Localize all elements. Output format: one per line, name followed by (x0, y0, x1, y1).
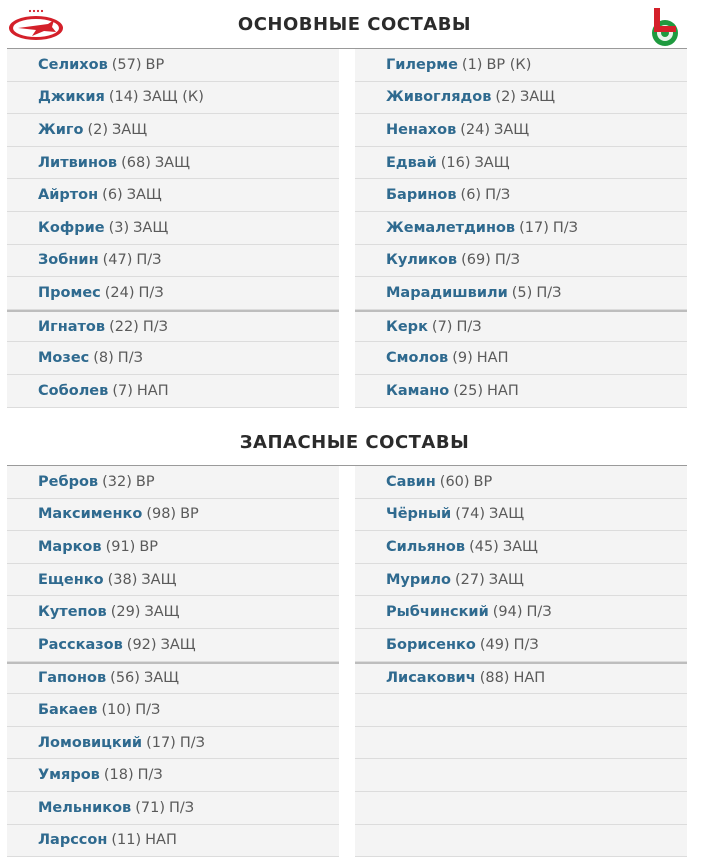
player-name[interactable]: Сильянов (386, 538, 466, 555)
player-number: (8) (93, 350, 114, 367)
player-row[interactable] (7, 727, 339, 760)
player-position: П/З (138, 284, 164, 301)
player-row[interactable] (7, 596, 339, 629)
player-position: ЗАЩ (502, 538, 538, 555)
player-position: ВР (135, 473, 155, 490)
player-name[interactable]: Джикия (38, 89, 105, 106)
player-name[interactable]: Лисакович (386, 670, 476, 687)
player-name[interactable]: Чёрный (386, 506, 452, 523)
player-row[interactable] (7, 342, 339, 375)
player-name[interactable]: Кофрие (38, 219, 105, 236)
empty-row (355, 792, 687, 825)
player-number: (32) (102, 473, 132, 490)
player-name[interactable]: Ларссон (38, 832, 108, 849)
substitutes-title: ЗАПАСНЫЕ СОСТАВЫ (239, 432, 470, 453)
player-position: ЗАЩ (112, 121, 148, 138)
player-name[interactable]: Мельников (38, 799, 132, 816)
player-position: ЗАЩ (519, 89, 556, 106)
player-position: П/З (179, 734, 205, 751)
player-name[interactable]: Ребров (38, 473, 99, 490)
player-number: (45) (469, 538, 499, 555)
player-row[interactable] (355, 245, 687, 278)
player-position: П/З (552, 219, 578, 236)
player-number: (25) (453, 382, 484, 399)
player-row[interactable] (7, 212, 339, 245)
player-row[interactable] (7, 564, 339, 597)
player-row[interactable] (7, 277, 339, 310)
player-position: П/З (136, 252, 162, 269)
player-name[interactable]: Марков (38, 538, 102, 555)
player-position: ЗАЩ (144, 604, 180, 621)
player-name[interactable]: Смолов (386, 350, 449, 367)
player-row[interactable] (355, 499, 687, 532)
player-position: ЗАЩ (488, 571, 524, 588)
player-number: (9) (452, 350, 473, 367)
player-row[interactable] (7, 179, 339, 212)
player-position: ЗАЩ (141, 571, 177, 588)
player-number: (24) (104, 284, 135, 301)
player-position: П/З (485, 187, 511, 204)
player-position: П/З (117, 350, 143, 367)
player-position: П/З (137, 767, 163, 784)
player-position: П/З (142, 318, 168, 335)
player-name[interactable]: Ломовицкий (38, 734, 143, 751)
player-name[interactable]: Максименко (38, 506, 143, 523)
player-name[interactable]: Рыбчинский (386, 604, 489, 621)
player-number: (6) (460, 187, 482, 204)
player-number: (94) (492, 604, 523, 621)
player-position: ВР (145, 56, 165, 73)
player-row[interactable] (7, 375, 339, 408)
player-position: П/З (513, 636, 539, 653)
player-position: ЗАЩ (489, 506, 525, 523)
player-name[interactable]: Селихов (38, 56, 108, 73)
player-name[interactable]: Керк (386, 318, 428, 335)
substitutes-left-team-list (7, 466, 339, 857)
player-position: НАП (476, 350, 509, 367)
player-position: ЗАЩ (133, 219, 169, 236)
starting-lineups-title: ОСНОВНЫЕ СОСТАВЫ (237, 14, 472, 35)
player-position: ЗАЩ (474, 154, 510, 171)
player-name[interactable]: Литвинов (38, 154, 118, 171)
player-number: (17) (146, 734, 176, 751)
player-number: (2) (495, 89, 516, 106)
player-number: (22) (109, 318, 139, 335)
player-row[interactable] (7, 629, 339, 662)
player-name[interactable]: Ненахов (386, 121, 457, 138)
player-row[interactable] (355, 375, 687, 408)
player-row[interactable] (7, 114, 339, 147)
player-position: П/З (494, 252, 520, 269)
player-number: (16) (440, 154, 471, 171)
player-row[interactable] (7, 792, 339, 825)
player-row[interactable] (355, 466, 687, 499)
player-name[interactable]: Кутепов (38, 604, 107, 621)
player-number: (27) (455, 571, 485, 588)
player-row[interactable] (7, 310, 339, 343)
player-row[interactable] (7, 49, 339, 82)
player-row[interactable] (7, 759, 339, 792)
player-number: (14) (108, 89, 139, 106)
player-row[interactable] (355, 82, 687, 115)
player-row[interactable] (7, 694, 339, 727)
player-name[interactable]: Жиго (38, 121, 84, 138)
player-row[interactable] (7, 466, 339, 499)
player-name[interactable]: Куликов (386, 252, 458, 269)
player-position: ЗАЩ (160, 636, 196, 653)
player-row[interactable] (355, 310, 687, 343)
player-number: (91) (105, 538, 136, 555)
player-position: ЗАЩ (154, 154, 190, 171)
player-position: ВР (139, 538, 159, 555)
player-row[interactable] (7, 825, 339, 858)
player-number: (6) (102, 187, 123, 204)
player-name[interactable]: Живоглядов (386, 89, 492, 106)
player-name[interactable]: Игнатов (38, 318, 106, 335)
player-name[interactable]: Рассказов (38, 636, 123, 653)
player-number: (38) (107, 571, 138, 588)
player-row[interactable] (355, 531, 687, 564)
player-position: НАП (513, 670, 546, 687)
player-position: ЗАЩ (К) (142, 89, 204, 106)
player-number: (7) (112, 382, 133, 399)
player-name[interactable]: Мозес (38, 350, 90, 367)
player-row[interactable] (355, 596, 687, 629)
player-number: (24) (460, 121, 491, 138)
empty-row (355, 759, 687, 792)
player-name[interactable]: Гилерме (386, 56, 458, 73)
player-number: (92) (126, 636, 157, 653)
player-row[interactable] (7, 499, 339, 532)
player-name[interactable]: Гапонов (38, 670, 107, 687)
player-number: (2) (87, 121, 108, 138)
empty-row (355, 694, 687, 727)
starting-right-team-list (355, 49, 687, 408)
empty-row (355, 727, 687, 760)
player-number: (29) (110, 604, 141, 621)
substitutes-right-team-list (355, 466, 687, 857)
player-name[interactable]: Соболев (38, 382, 109, 399)
player-position: НАП (487, 382, 519, 399)
player-row[interactable] (355, 212, 687, 245)
player-position: ВР (180, 506, 199, 523)
player-name[interactable]: Баринов (386, 187, 457, 204)
player-number: (74) (455, 506, 485, 523)
player-name[interactable]: Едвай (386, 154, 437, 171)
player-row[interactable] (355, 342, 687, 375)
player-row[interactable] (355, 662, 687, 695)
player-position: ВР (К) (486, 56, 532, 73)
player-name[interactable]: Ещенко (38, 571, 104, 588)
player-row[interactable] (7, 82, 339, 115)
player-number: (10) (101, 701, 132, 718)
player-name[interactable]: Умяров (38, 767, 100, 784)
player-name[interactable]: Камано (386, 382, 450, 399)
player-row[interactable] (7, 245, 339, 278)
player-number: (3) (108, 219, 130, 236)
player-name[interactable]: Савин (386, 473, 436, 490)
player-number: (71) (135, 799, 165, 816)
player-position: П/З (536, 284, 562, 301)
player-row[interactable] (355, 179, 687, 212)
player-position: ЗАЩ (143, 670, 180, 687)
player-name[interactable]: Зобнин (38, 252, 99, 269)
player-position: П/З (526, 604, 552, 621)
player-position: ЗАЩ (126, 187, 162, 204)
player-number: (57) (111, 56, 142, 73)
player-position: П/З (135, 701, 161, 718)
player-position: ВР (473, 473, 493, 490)
empty-row (355, 825, 687, 858)
player-number: (18) (103, 767, 134, 784)
player-row[interactable] (355, 277, 687, 310)
player-name[interactable]: Промес (38, 284, 101, 301)
player-row[interactable] (355, 564, 687, 597)
player-row[interactable] (355, 49, 687, 82)
player-row[interactable] (7, 531, 339, 564)
player-number: (7) (431, 318, 453, 335)
player-name[interactable]: Бакаев (38, 701, 98, 718)
player-name[interactable]: Мурило (386, 571, 452, 588)
player-position: ЗАЩ (494, 121, 530, 138)
player-number: (1) (461, 56, 483, 73)
player-number: (98) (146, 506, 177, 523)
player-number: (47) (102, 252, 133, 269)
player-number: (60) (439, 473, 470, 490)
player-name[interactable]: Айртон (38, 187, 99, 204)
player-number: (5) (511, 284, 533, 301)
player-name[interactable]: Марадишвили (386, 284, 508, 301)
player-number: (17) (519, 219, 549, 236)
player-row[interactable] (355, 147, 687, 180)
player-name[interactable]: Жемалетдинов (386, 219, 516, 236)
player-name[interactable]: Борисенко (386, 636, 476, 653)
player-position: П/З (168, 799, 195, 816)
player-row[interactable] (7, 662, 339, 695)
player-number: (68) (121, 154, 151, 171)
player-number: (11) (111, 832, 142, 849)
player-number: (49) (479, 636, 510, 653)
player-position: П/З (456, 318, 482, 335)
player-position: НАП (145, 832, 177, 849)
player-row[interactable] (355, 629, 687, 662)
player-position: НАП (136, 382, 169, 399)
player-number: (56) (110, 670, 140, 687)
player-row[interactable] (7, 147, 339, 180)
player-number: (88) (479, 670, 510, 687)
player-row[interactable] (355, 114, 687, 147)
player-number: (69) (461, 252, 491, 269)
starting-left-team-list (7, 49, 339, 408)
